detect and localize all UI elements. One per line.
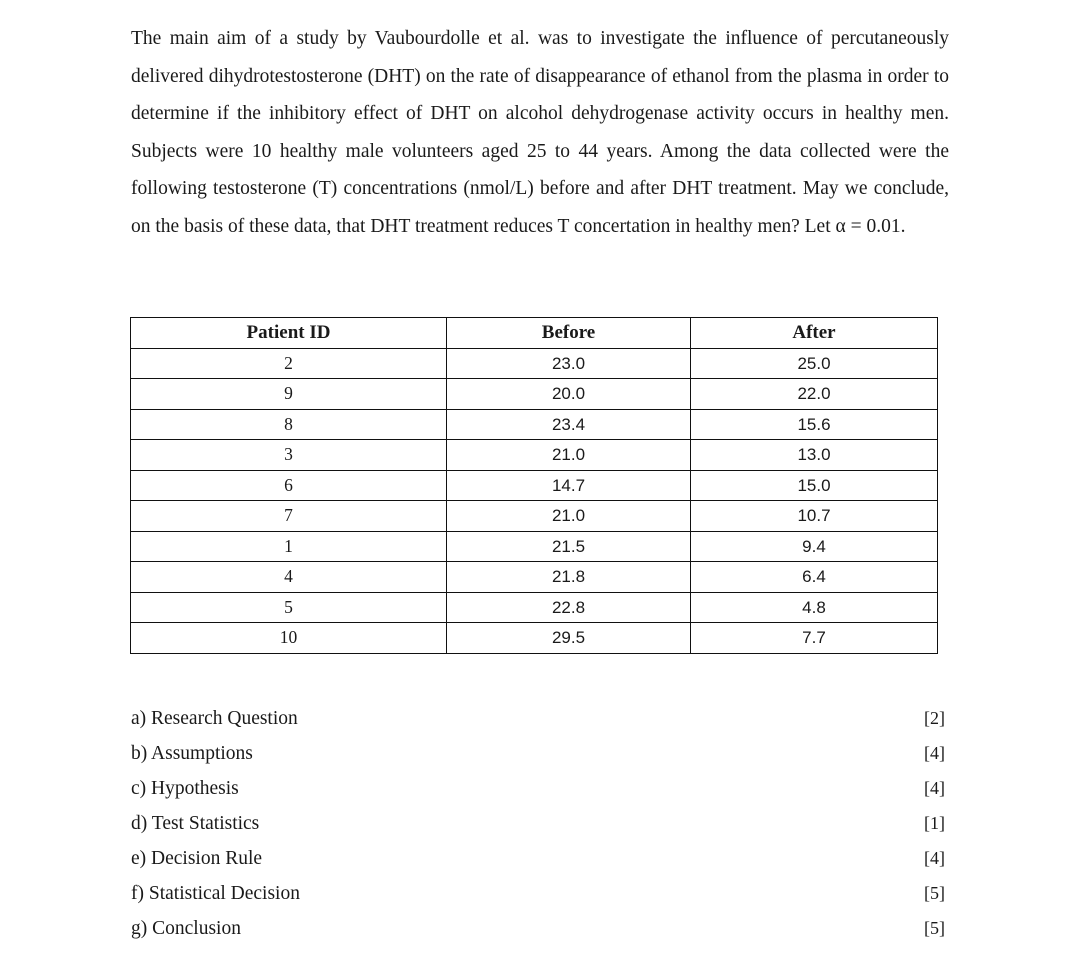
- after-cell: 13.0: [691, 440, 938, 471]
- before-cell: 20.0: [447, 379, 691, 410]
- patient-id-cell: 2: [131, 348, 447, 379]
- after-cell: 7.7: [691, 623, 938, 654]
- question-label: c) Hypothesis: [131, 778, 239, 799]
- question-marks: [4]: [924, 848, 945, 868]
- question-marks: [2]: [924, 708, 945, 728]
- table-row: [131, 470, 938, 501]
- intro-line: reduces T concertation in healthy men? Let α = 0.01.: [493, 215, 906, 237]
- column-header-patient-id: Patient ID: [131, 318, 447, 349]
- question-label: a) Research Question: [131, 708, 298, 729]
- after-cell: 25.0: [691, 348, 938, 379]
- table-row: [131, 592, 938, 623]
- list-item: [131, 736, 945, 771]
- after-cell: 4.8: [691, 592, 938, 623]
- column-header-before: Before: [447, 318, 691, 349]
- question-marks: [5]: [924, 918, 945, 938]
- before-cell: 14.7: [447, 470, 691, 501]
- table-row: [131, 348, 938, 379]
- after-cell: 15.6: [691, 409, 938, 440]
- list-item: [131, 841, 945, 876]
- table-header-row: [131, 318, 938, 349]
- patient-id-cell: 4: [131, 562, 447, 593]
- after-cell: 9.4: [691, 531, 938, 562]
- table-row: [131, 501, 938, 532]
- before-cell: 21.5: [447, 531, 691, 562]
- patient-id-cell: 3: [131, 440, 447, 471]
- intro-line: The main aim of a study by Vaubourdolle et al. was to investigate the influence of: [131, 28, 823, 49]
- list-item: [131, 806, 945, 841]
- intro-line: from the plasma in order to determine if the inhibitory effect of DHT on alcohol dehydrogenase: [131, 65, 949, 124]
- before-cell: 29.5: [447, 623, 691, 654]
- after-cell: 10.7: [691, 501, 938, 532]
- before-cell: 23.4: [447, 409, 691, 440]
- table-row: [131, 409, 938, 440]
- question-label: b) Assumptions: [131, 743, 253, 764]
- list-item: [131, 876, 945, 911]
- patient-id-cell: 8: [131, 409, 447, 440]
- patient-id-cell: 10: [131, 623, 447, 654]
- list-item: [131, 701, 945, 736]
- table-row: [131, 379, 938, 410]
- intro-line: and after DHT treatment. May we conclude, on the basis of these data, that DHT treatment: [131, 178, 949, 237]
- patient-id-cell: 6: [131, 470, 447, 501]
- table-row: [131, 562, 938, 593]
- question-marks: [5]: [924, 883, 945, 903]
- patient-id-cell: 5: [131, 592, 447, 623]
- list-item: [131, 771, 945, 806]
- list-item: [131, 911, 945, 946]
- question-marks: [4]: [924, 778, 945, 798]
- patient-id-cell: 7: [131, 501, 447, 532]
- intro-line: activity occurs in healthy men. Subjects were 10 healthy male volunteers aged 25 to 44 years.: [131, 103, 949, 162]
- intro-line: percutaneously delivered dihydrotestosterone (DHT) on the rate of disappearance of ethanol: [131, 28, 949, 87]
- column-header-after: After: [691, 318, 938, 349]
- question-label: f) Statistical Decision: [131, 883, 300, 904]
- after-cell: 22.0: [691, 379, 938, 410]
- before-cell: 21.0: [447, 501, 691, 532]
- question-list: [131, 701, 945, 946]
- before-cell: 21.8: [447, 562, 691, 593]
- intro-paragraph: [131, 20, 949, 245]
- table-row: [131, 531, 938, 562]
- before-cell: 22.8: [447, 592, 691, 623]
- question-label: e) Decision Rule: [131, 848, 263, 869]
- problem-statement: [131, 20, 949, 245]
- table-row: [131, 623, 938, 654]
- after-cell: 6.4: [691, 562, 938, 593]
- testosterone-data-table: [130, 317, 938, 654]
- question-marks: [1]: [924, 813, 945, 833]
- patient-id-cell: 9: [131, 379, 447, 410]
- question-label: g) Conclusion: [131, 918, 241, 939]
- question-marks: [4]: [924, 743, 945, 763]
- question-label: d) Test Statistics: [131, 813, 260, 834]
- before-cell: 21.0: [447, 440, 691, 471]
- before-cell: 23.0: [447, 348, 691, 379]
- table-row: [131, 440, 938, 471]
- patient-id-cell: 1: [131, 531, 447, 562]
- intro-line: Among the data collected were the following testosterone (T) concentrations (nmol/L) before: [131, 140, 949, 199]
- after-cell: 15.0: [691, 470, 938, 501]
